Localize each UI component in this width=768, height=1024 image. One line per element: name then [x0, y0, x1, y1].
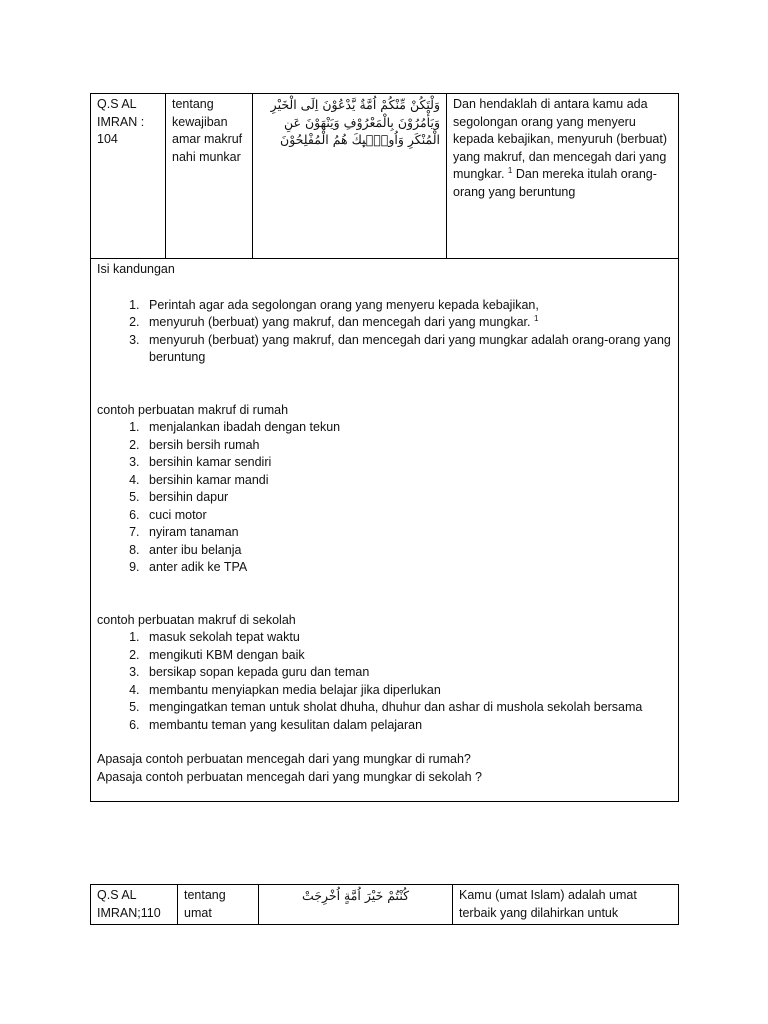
isi-list: [97, 297, 672, 367]
verse-translation: [447, 94, 679, 259]
list-item: 3. bersikap sopan kepada guru dan teman: [143, 664, 672, 682]
verse-reference: Q.S AL IMRAN;110: [91, 885, 178, 925]
list-item: 1. masuk sekolah tepat waktu: [143, 629, 672, 647]
verse-table-104: [90, 93, 679, 802]
list-item: 4. bersihin kamar mandi: [143, 472, 672, 490]
list-item: 5. bersihin dapur: [143, 489, 672, 507]
verse-row: [91, 885, 679, 925]
sekolah-heading: contoh perbuatan makruf di sekolah: [97, 612, 296, 627]
isi-heading: Isi kandungan: [97, 262, 175, 276]
question-rumah: Apasaja contoh perbuatan mencegah dari yang mungkar di rumah?: [97, 752, 471, 766]
isi-item: 3. menyuruh (berbuat) yang makruf, dan mencegah dari yang mungkar adalah orang-orang yang beruntung: [143, 332, 672, 367]
sekolah-list: [97, 629, 672, 734]
list-item: 8. anter ibu belanja: [143, 542, 672, 560]
translation-text: Dan hendaklah di antara kamu ada segolongan orang yang menyeru kepada kebajikan, menyuruh (berbuat) yang makruf, dan mencegah dari yang mungkar.: [453, 97, 668, 181]
verse-topic: tentang kewajiban amar makruf nahi munkar: [166, 94, 253, 259]
verse-row: [91, 94, 679, 259]
rumah-heading: contoh perbuatan makruf di rumah: [97, 402, 289, 417]
list-item: 4. membantu menyiapkan media belajar jika diperlukan: [143, 682, 672, 700]
footnote-marker: 1: [533, 313, 539, 323]
list-item: 9. anter adik ke TPA: [143, 559, 672, 577]
list-item: 1. menjalankan ibadah dengan tekun: [143, 419, 672, 437]
verse-translation: Kamu (umat Islam) adalah umat terbaik yang dilahirkan untuk: [453, 885, 679, 925]
verse-table-110: [90, 884, 679, 925]
list-item: 6. membantu teman yang kesulitan dalam pelajaran: [143, 717, 672, 735]
isi-kandungan-section: [91, 259, 679, 802]
list-item: 2. mengikuti KBM dengan baik: [143, 647, 672, 665]
footnote-marker: 1: [507, 165, 513, 175]
rumah-list: [97, 419, 672, 577]
isi-item: 1. Perintah agar ada segolongan orang yang menyeru kepada kebajikan,: [143, 297, 672, 315]
list-item: 7. nyiram tanaman: [143, 524, 672, 542]
arabic-verse: وَلْتَكُنْ مِّنْكُمْ اُمَّةٌ يَّدْعُوْنَ اِلَى الْخَيْرِ وَيَأْمُرُوْنَ بِالْمَعْرُوْفِ وَيَنْهَوْنَ عَنِ الْمُنْكَرِ وَاُولٰۤىِٕكَ هُمُ الْمُفْلِحُوْنَ: [253, 94, 447, 259]
content-row: [91, 259, 679, 802]
isi-item: 2. menyuruh (berbuat) yang makruf, dan mencegah dari yang mungkar. $^1$: [143, 314, 672, 332]
arabic-verse: كُنْتُمْ خَيْرَ اُمَّةٍ اُخْرِجَتْ: [259, 885, 453, 925]
list-item: 2. bersih bersih rumah: [143, 437, 672, 455]
list-item: 6. cuci motor: [143, 507, 672, 525]
list-item: 5. mengingatkan teman untuk sholat dhuha, dhuhur dan ashar di mushola sekolah bersama: [143, 699, 672, 717]
verse-topic: tentang umat: [178, 885, 259, 925]
verse-reference: Q.S AL IMRAN : 104: [91, 94, 166, 259]
list-item: 3. bersihin kamar sendiri: [143, 454, 672, 472]
question-sekolah: Apasaja contoh perbuatan mencegah dari yang mungkar di sekolah ?: [97, 769, 482, 784]
translation-text-cont: Dan mereka itulah orang-orang yang beruntung: [453, 167, 657, 199]
